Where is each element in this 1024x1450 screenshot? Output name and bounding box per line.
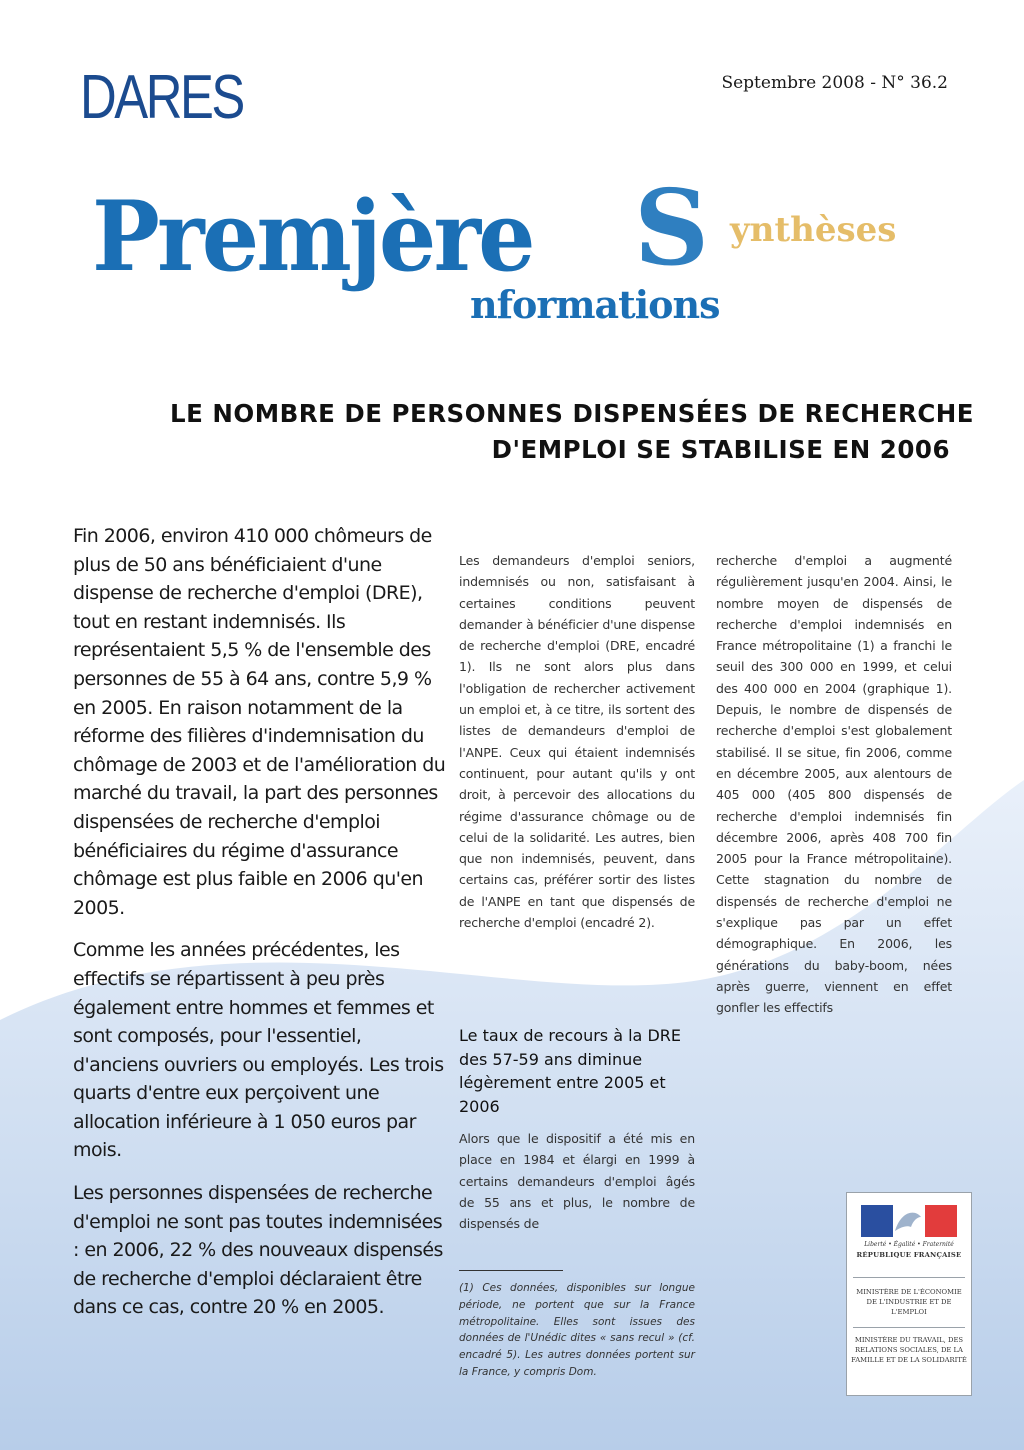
footnote: (1) Ces données, disponibles sur longue période, ne portent que sur la France métropolitaine. Elles sont issues des données de l'Unédic dites « sans recul » (cf. encadré 5). Les autres données portent sur la France, y compris Dom. — [459, 1282, 695, 1378]
article-title — [170, 396, 975, 468]
brand-syntheses: ynthèses — [730, 210, 897, 250]
footnote-rule — [459, 1270, 563, 1271]
body-column-2-continued — [459, 1128, 695, 1234]
col3-paragraph-1: recherche d'emploi a augmenté régulièrement jusqu'en 2004. Ainsi, le nombre moyen de dispensés de recherche d'emploi indemnisés en France métropolitaine (1) a franchi le seuil des 300 000 en 1999, et celui des 400 000 en 2004 (graphique 1). Depuis, le nombre de dispensés de recherche d'emploi s'est globalement stabilisé. Il se situe, fin 2006, comme en décembre 2005, aux alentours de 405 000 (405 800 dispensés de recherche d'emploi indemnisés fin décembre 2006, après 408 700 fin 2005 pour la France métropolitaine). Cette stagnation du nombre de dispensés de recherche d'emploi ne s'explique pas par un effet démographique. En 2006, les générations du baby-boom, nées après guerre, viennent en effet gonfler les effectifs — [716, 553, 952, 1016]
government-logo-box — [846, 1192, 972, 1396]
body-column-3 — [716, 550, 952, 1019]
lead-paragraph-1: Fin 2006, environ 410 000 chômeurs de plus de 50 ans bénéficiaient d'une dispense de recherche d'emploi (DRE), tout en restant indemnisés. Ils représentaient 5,5 % de l'ensemble des personnes de 55 à 64 ans, contre 5,9 % en 2005. En raison notamment de la réforme des filières d'indemnisation du chômage de 2003 et de l'amélioration du marché du travail, la part des personnes dispensées de recherche d'emploi bénéficiaires du régime d'assurance chômage est plus faible en 2006 qu'en 2005. — [73, 525, 446, 919]
brand-premiere: Premjère — [92, 180, 533, 293]
lead-paragraph-3: Les personnes dispensées de recherche d'emploi ne sont pas toutes indemnisées : en 2006, 22 % des nouveaux dispensés de recherche d'emploi déclaraient être dans ce cas, contre 20 % en 2005. — [73, 1182, 443, 1319]
lead-summary — [73, 522, 448, 1336]
gov-separator-1 — [853, 1277, 965, 1278]
ministry-economy: MINISTÈRE DE L'ÉCONOMIE DE L'INDUSTRIE ET DE L'EMPLOI — [856, 1288, 962, 1316]
issue-date-number: Septembre 2008 - N° 36.2 — [721, 73, 948, 93]
brand-s-letter: S — [634, 166, 710, 289]
body-column-2 — [459, 550, 695, 933]
col2-paragraph-1: Les demandeurs d'emploi seniors, indemnisés ou non, satisfaisant à certaines conditions peuvent demander à bénéficier d'une dispense de recherche d'emploi (DRE, encadré 1). Ils ne sont alors plus dans l'obligation de rechercher activement un emploi et, à ce titre, ils sortent des listes de demandeurs d'emploi de l'ANPE. Ceux qui étaient indemnisés continuent, pour autant qu'ils y ont droit, à percevoir des allocations du régime d'assurance chômage ou de celui de la solidarité. Les autres, bien que non indemnisés, peuvent, dans certains cas, préférer sortir des listes de l'ANPE en tant que dispensés de recherche d'emploi (encadré 2). — [459, 553, 695, 931]
dares-logo: DARES — [80, 63, 243, 132]
republic-motto: Liberté • Égalité • Fraternité — [864, 1241, 954, 1248]
republic-name: RÉPUBLIQUE FRANÇAISE — [856, 1251, 962, 1259]
title-line-2: D'EMPLOI SE STABILISE EN 2006 — [491, 435, 950, 464]
brand-informations: nformations — [470, 282, 720, 327]
lead-paragraph-2: Comme les années précédentes, les effectifs se répartissent à peu près également entre hommes et femmes et sont composés, pour l'essentiel, d'anciens ouvriers ou employés. Les trois quarts d'entre eux perçoivent une allocation inférieure à 1 050 euros par mois. — [73, 939, 444, 1162]
ministry-labour: MINISTÈRE DU TRAVAIL, DES RELATIONS SOCIALES, DE LA FAMILLE ET DE LA SOLIDARITÉ — [851, 1336, 967, 1364]
col2-paragraph-2: Alors que le dispositif a été mis en place en 1984 et élargi en 1999 à certains demandeurs d'emploi âgés de 55 ans et plus, le nombre de dispensés de — [459, 1131, 695, 1232]
gov-separator-2 — [853, 1327, 965, 1328]
marianne-flag-icon — [861, 1205, 957, 1237]
title-line-1: LE NOMBRE DE PERSONNES DISPENSÉES DE RECHERCHE — [170, 399, 975, 428]
section-subheading: Le taux de recours à la DRE des 57-59 ans diminue légèrement entre 2005 et 2006 — [459, 1026, 681, 1116]
